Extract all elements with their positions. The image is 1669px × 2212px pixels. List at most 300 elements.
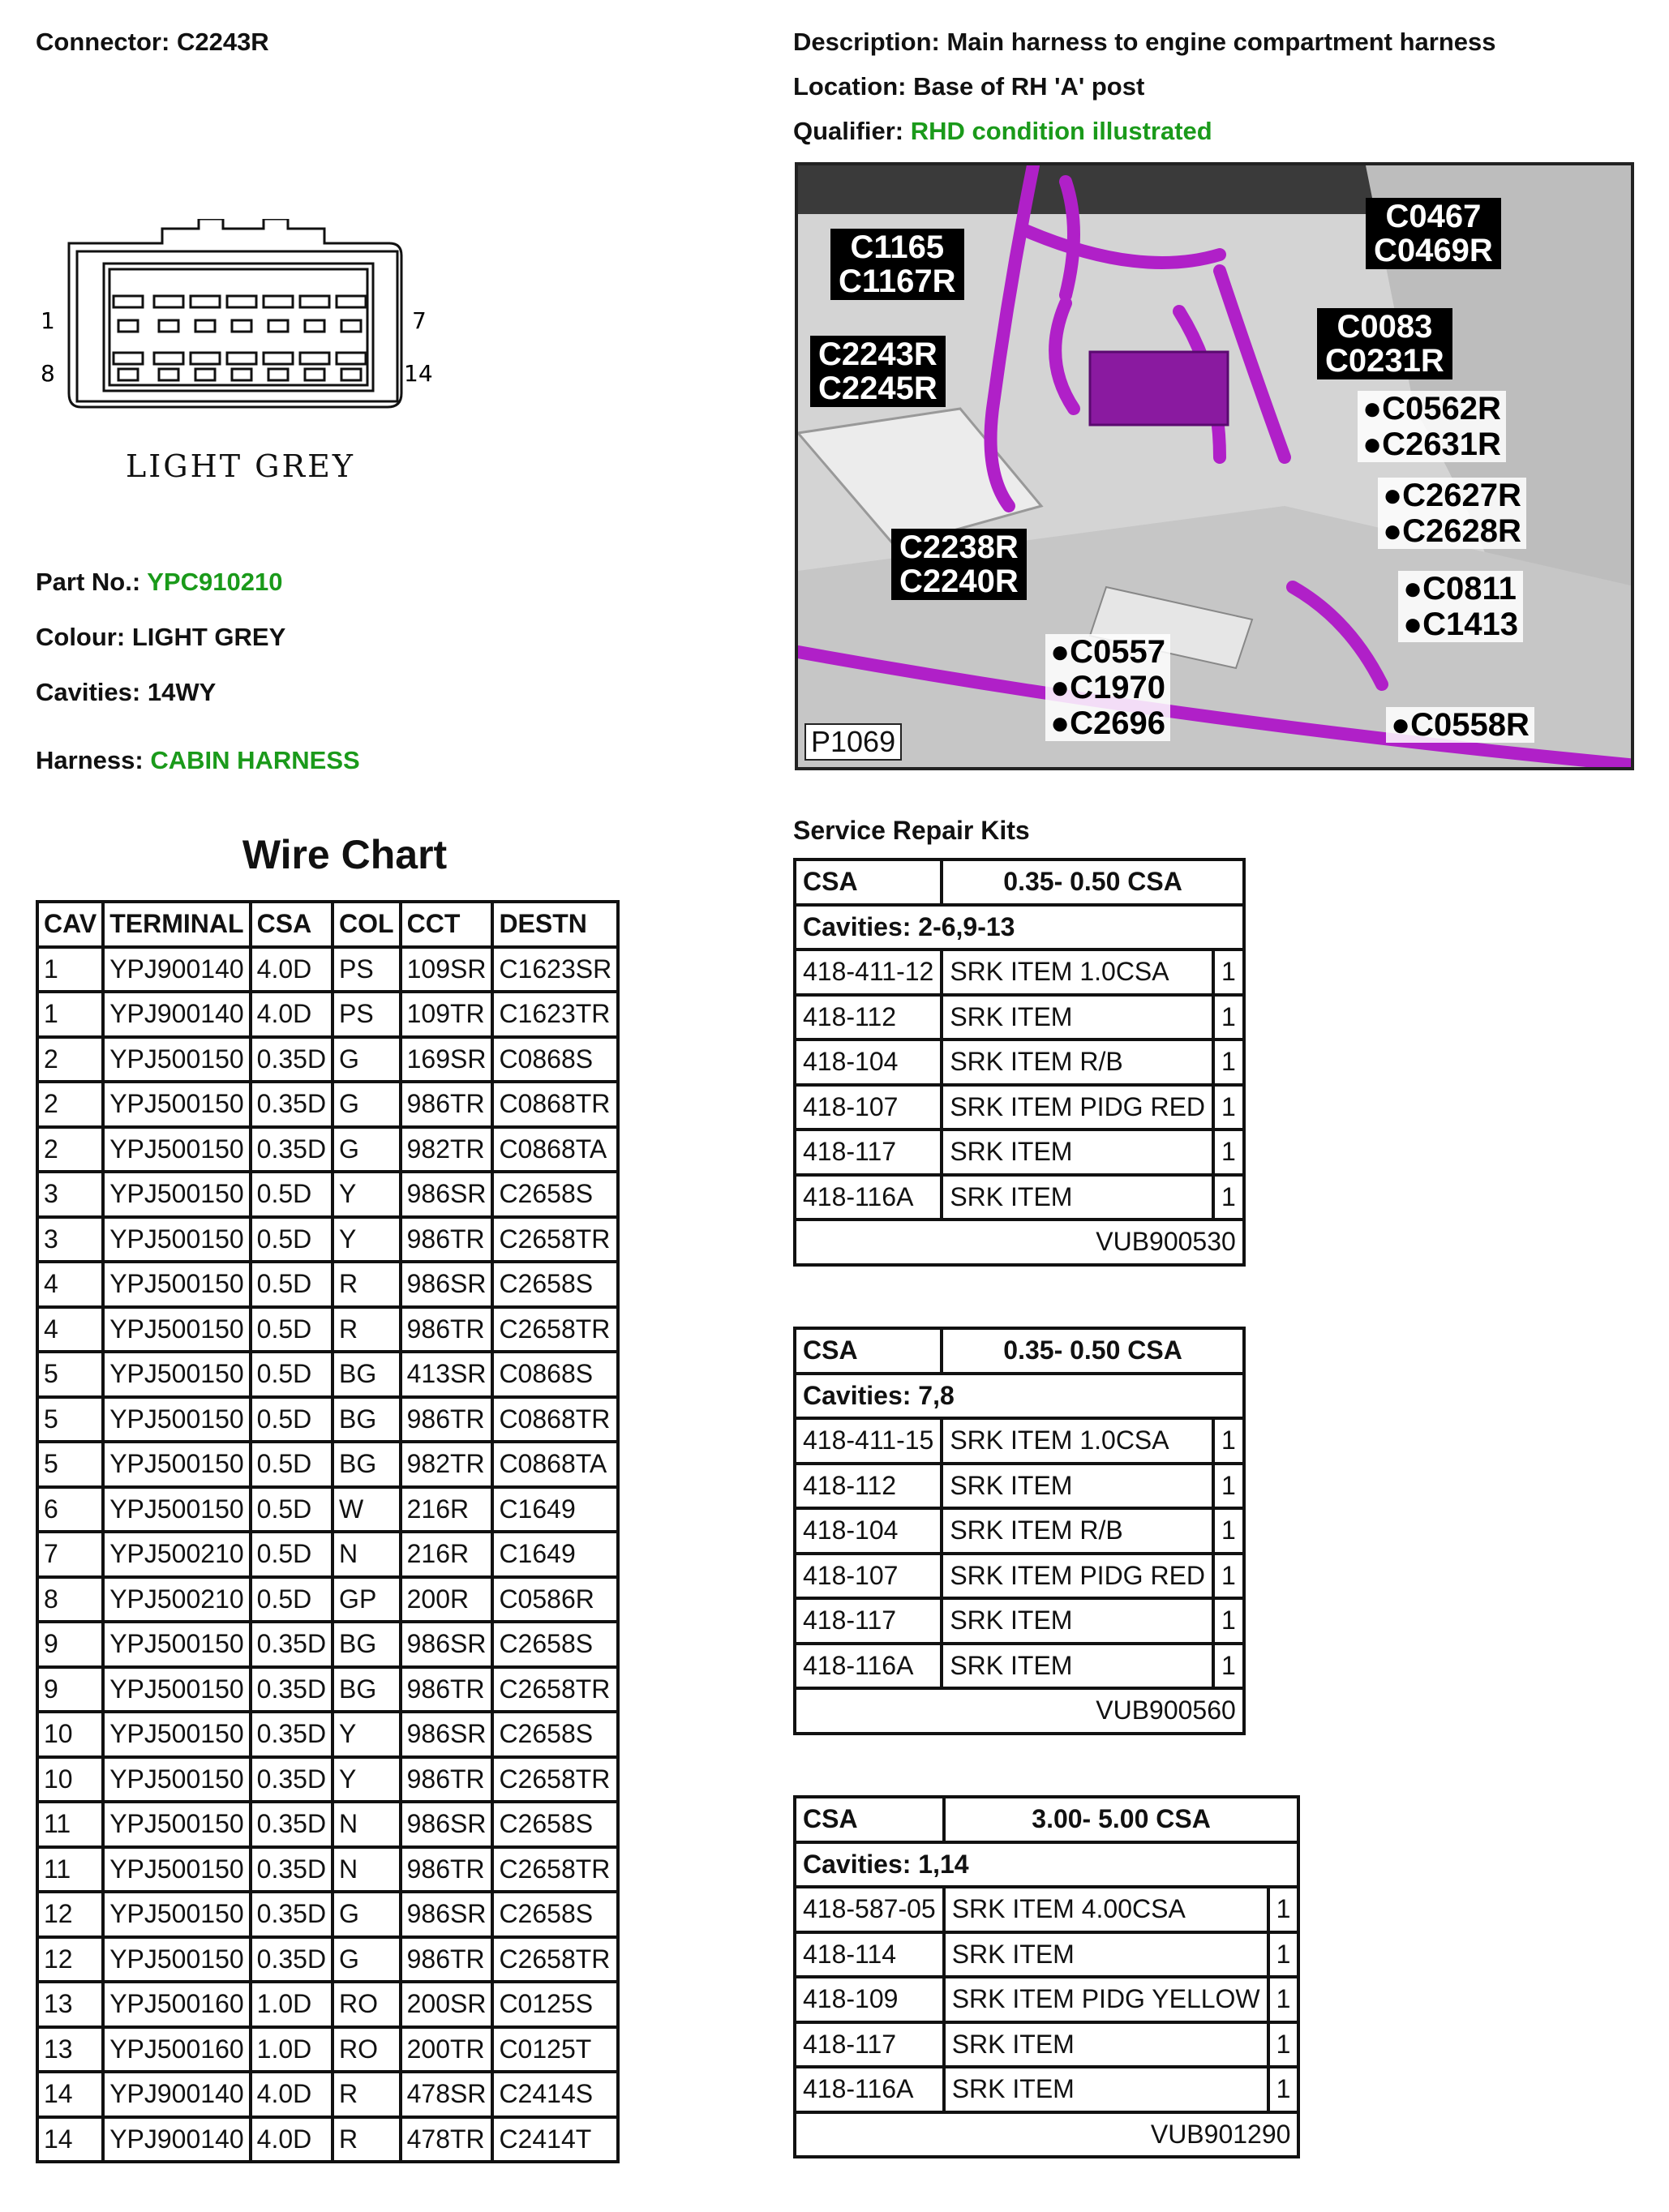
location-photo [795, 162, 1634, 770]
wire-cell-cct: 982TR [401, 1127, 493, 1172]
table-row [37, 1982, 618, 2027]
kit-item-quantity: 1 [1268, 1932, 1299, 1978]
wire-cell-destn: C0868S [492, 1352, 618, 1397]
wire-cell-csa: 0.35D [251, 1037, 333, 1082]
wire-cell-csa: 4.0D [251, 947, 333, 992]
kit-csa-label: CSA [795, 1797, 944, 1842]
wire-cell-csa: 0.35D [251, 1082, 333, 1127]
qualifier-line [793, 117, 1212, 146]
connector-colour-caption: LIGHT GREY [126, 448, 355, 484]
callout-c0467-line2: C0469R [1374, 233, 1493, 268]
repair-kit-table [793, 1795, 1300, 2158]
wire-cell-cct: 986TR [401, 1937, 493, 1983]
kit-part-number: 418-411-12 [795, 950, 942, 995]
connector-face-diagram [32, 219, 454, 438]
wire-cell-csa: 0.5D [251, 1442, 333, 1487]
kit-item-description: SRK ITEM [944, 2067, 1268, 2112]
kit-part-number: 418-104 [795, 1040, 942, 1085]
wire-cell-cav: 12 [37, 1892, 103, 1937]
table-row [37, 1397, 618, 1443]
kit-part-number: 418-107 [795, 1085, 942, 1130]
kit-ref-row [795, 1220, 1244, 1265]
wire-cell-csa: 0.5D [251, 1577, 333, 1623]
wire-cell-terminal: YPJ500150 [103, 1397, 250, 1443]
wire-cell-col: PS [333, 947, 401, 992]
wire-cell-destn: C1623TR [492, 992, 618, 1037]
wire-cell-terminal: YPJ900140 [103, 2072, 250, 2117]
kit-csa-value: 0.35- 0.50 CSA [942, 1328, 1244, 1374]
table-row [37, 1937, 618, 1983]
wire-cell-terminal: YPJ500150 [103, 1487, 250, 1533]
wire-cell-terminal: YPJ500150 [103, 1622, 250, 1667]
kit-part-number: 418-109 [795, 1977, 944, 2022]
wire-col-header-col: COL [333, 902, 401, 947]
kit-item-quantity: 1 [1213, 995, 1244, 1040]
kit-item-quantity: 1 [1213, 950, 1244, 995]
wire-cell-csa: 0.5D [251, 1172, 333, 1217]
wire-cell-destn: C0868TR [492, 1082, 618, 1127]
kit-part-number: 418-116A [795, 1644, 942, 1689]
callout-c0558r-line1: C0558R [1410, 707, 1530, 743]
wire-cell-csa: 0.35D [251, 1937, 333, 1983]
kit-reference: VUB900560 [795, 1688, 1244, 1734]
kit-item-quantity: 1 [1268, 1887, 1299, 1932]
wire-cell-destn: C0586R [492, 1577, 618, 1623]
wire-cell-cct: 986TR [401, 1757, 493, 1803]
wire-cell-csa: 0.5D [251, 1307, 333, 1352]
wire-col-header-cct: CCT [401, 902, 493, 947]
kit-item-description: SRK ITEM 1.0CSA [942, 950, 1213, 995]
part-no-line [36, 568, 282, 597]
wire-cell-col: R [333, 1307, 401, 1352]
wire-cell-cct: 982TR [401, 1442, 493, 1487]
wire-cell-terminal: YPJ500150 [103, 1217, 250, 1262]
kit-item-quantity: 1 [1213, 1598, 1244, 1644]
kit-item-quantity: 1 [1213, 1418, 1244, 1464]
location-value: Base of RH 'A' post [913, 72, 1145, 101]
wire-cell-destn: C0868S [492, 1037, 618, 1082]
wire-cell-cav: 13 [37, 2027, 103, 2073]
wire-cell-terminal: YPJ500150 [103, 1262, 250, 1307]
kit-part-number: 418-116A [795, 1175, 942, 1220]
connector-block-shape [1090, 352, 1228, 425]
table-row [37, 1757, 618, 1803]
kit-csa-row [795, 860, 1244, 905]
harness-label: Harness: [36, 746, 144, 774]
wire-cell-cav: 4 [37, 1307, 103, 1352]
wire-cell-cct: 986SR [401, 1892, 493, 1937]
wire-chart-header-row [37, 902, 618, 947]
wire-cell-terminal: YPJ500150 [103, 1847, 250, 1893]
wire-cell-col: N [333, 1847, 401, 1893]
table-row [37, 2027, 618, 2073]
wire-cell-cct: 109TR [401, 992, 493, 1037]
wire-col-header-cav: CAV [37, 902, 103, 947]
callout-c0557-line3: C2696 [1070, 705, 1166, 741]
wire-cell-cct: 169SR [401, 1037, 493, 1082]
part-no-value: YPC910210 [147, 568, 283, 596]
wire-cell-terminal: YPJ500150 [103, 1802, 250, 1847]
wire-cell-cav: 2 [37, 1127, 103, 1172]
wire-cell-terminal: YPJ500160 [103, 1982, 250, 2027]
wire-col-header-csa: CSA [251, 902, 333, 947]
wire-cell-cav: 12 [37, 1937, 103, 1983]
callout-c2627r: ●C2627R ●C2628R [1378, 478, 1526, 549]
table-row [37, 1622, 618, 1667]
callout-c2627r-line1: C2627R [1402, 478, 1521, 513]
kit-ref-row [795, 2112, 1298, 2158]
wire-cell-col: G [333, 1892, 401, 1937]
wire-cell-cav: 5 [37, 1442, 103, 1487]
wire-cell-col: Y [333, 1712, 401, 1757]
wire-cell-cct: 478TR [401, 2117, 493, 2163]
table-row [37, 1307, 618, 1352]
callout-c0557: ●C0557 ●C1970 ●C2696 [1045, 634, 1170, 741]
table-row [795, 1464, 1244, 1509]
connector-label: Connector: [36, 28, 170, 56]
wire-cell-cav: 10 [37, 1712, 103, 1757]
wire-cell-cct: 200R [401, 1577, 493, 1623]
wire-cell-cct: 478SR [401, 2072, 493, 2117]
table-row [795, 1932, 1298, 1978]
harness-value: CABIN HARNESS [150, 746, 360, 774]
wire-cell-col: PS [333, 992, 401, 1037]
table-row [37, 1127, 618, 1172]
kit-item-description: SRK ITEM [942, 1598, 1213, 1644]
kit-part-number: 418-117 [795, 1130, 942, 1175]
callout-c0083-line1: C0083 [1336, 309, 1433, 345]
kit-item-quantity: 1 [1213, 1130, 1244, 1175]
kit-item-quantity: 1 [1213, 1464, 1244, 1509]
wire-cell-destn: C2658S [492, 1262, 618, 1307]
kit-csa-value: 3.00- 5.00 CSA [944, 1797, 1299, 1842]
wire-cell-destn: C0868TA [492, 1442, 618, 1487]
kit-item-quantity: 1 [1213, 1175, 1244, 1220]
wire-cell-cav: 14 [37, 2117, 103, 2163]
kit-item-quantity: 1 [1268, 2022, 1299, 2068]
wire-cell-col: BG [333, 1352, 401, 1397]
kit-item-description: SRK ITEM R/B [942, 1508, 1213, 1554]
wire-cell-cct: 986TR [401, 1307, 493, 1352]
wire-cell-terminal: YPJ500210 [103, 1532, 250, 1577]
kit-part-number: 418-587-05 [795, 1887, 944, 1932]
kit-part-number: 418-112 [795, 995, 942, 1040]
wire-cell-csa: 0.35D [251, 1892, 333, 1937]
wire-cell-destn: C1649 [492, 1532, 618, 1577]
kit-cavities: Cavities: 2-6,9-13 [795, 905, 1244, 950]
kit-csa-row [795, 1328, 1244, 1374]
table-row [795, 1130, 1244, 1175]
kit-part-number: 418-107 [795, 1554, 942, 1599]
cavities-label: Cavities: [36, 678, 141, 706]
wire-cell-col: G [333, 1082, 401, 1127]
kit-cavities-row [795, 1842, 1298, 1888]
wire-cell-col: N [333, 1802, 401, 1847]
kit-item-description: SRK ITEM R/B [942, 1040, 1213, 1085]
kit-item-description: SRK ITEM [942, 995, 1213, 1040]
wire-cell-cct: 986TR [401, 1082, 493, 1127]
wire-col-header-terminal: TERMINAL [103, 902, 250, 947]
table-row [37, 1442, 618, 1487]
wire-cell-csa: 0.35D [251, 1802, 333, 1847]
table-row [37, 1847, 618, 1893]
wire-cell-col: RO [333, 1982, 401, 2027]
kit-cavities: Cavities: 7,8 [795, 1374, 1244, 1419]
wire-cell-cct: 986TR [401, 1847, 493, 1893]
wire-cell-col: Y [333, 1172, 401, 1217]
kit-part-number: 418-104 [795, 1508, 942, 1554]
wire-cell-col: BG [333, 1397, 401, 1443]
wire-cell-cct: 986SR [401, 1622, 493, 1667]
description-value: Main harness to engine compartment harness [946, 28, 1496, 56]
table-row [37, 1217, 618, 1262]
wire-cell-cav: 14 [37, 2072, 103, 2117]
table-row [37, 1802, 618, 1847]
wire-cell-cct: 216R [401, 1532, 493, 1577]
callout-c2238r [891, 529, 1027, 600]
wire-cell-destn: C2414T [492, 2117, 618, 2163]
wire-cell-col: BG [333, 1442, 401, 1487]
wire-cell-cav: 5 [37, 1352, 103, 1397]
wire-cell-destn: C2658TR [492, 1847, 618, 1893]
wire-cell-destn: C2658S [492, 1892, 618, 1937]
wire-cell-csa: 0.35D [251, 1667, 333, 1713]
wire-cell-col: R [333, 2072, 401, 2117]
table-row [795, 1644, 1244, 1689]
wire-cell-csa: 0.5D [251, 1487, 333, 1533]
wire-cell-col: GP [333, 1577, 401, 1623]
table-row [37, 1172, 618, 1217]
table-row [37, 1577, 618, 1623]
kit-item-description: SRK ITEM [942, 1644, 1213, 1689]
table-row [795, 1085, 1244, 1130]
kit-cavities-row [795, 905, 1244, 950]
kit-part-number: 418-411-15 [795, 1418, 942, 1464]
kit-csa-row [795, 1797, 1298, 1842]
kit-item-description: SRK ITEM [942, 1130, 1213, 1175]
wire-cell-destn: C2658S [492, 1802, 618, 1847]
table-row [795, 2022, 1298, 2068]
callout-c2243r [810, 336, 946, 407]
kit-reference: VUB901290 [795, 2112, 1298, 2158]
callout-c0557-line1: C0557 [1070, 634, 1166, 670]
kit-ref-row [795, 1688, 1244, 1734]
kit-item-quantity: 1 [1268, 1977, 1299, 2022]
pin-label-7: 7 [412, 307, 427, 334]
wire-cell-cct: 986SR [401, 1712, 493, 1757]
cavities-value: 14WY [147, 678, 217, 706]
wire-cell-terminal: YPJ500150 [103, 1712, 250, 1757]
wire-cell-csa: 0.5D [251, 1262, 333, 1307]
wire-cell-cav: 6 [37, 1487, 103, 1533]
callout-c0562r: ●C0562R ●C2631R [1358, 391, 1506, 462]
wire-cell-col: G [333, 1127, 401, 1172]
wire-cell-terminal: YPJ500150 [103, 1757, 250, 1803]
wire-cell-csa: 0.35D [251, 1622, 333, 1667]
table-row [37, 1892, 618, 1937]
wire-cell-destn: C2658S [492, 1712, 618, 1757]
wire-cell-destn: C2658TR [492, 1307, 618, 1352]
table-row [795, 1418, 1244, 1464]
kit-item-description: SRK ITEM PIDG RED [942, 1085, 1213, 1130]
wire-cell-terminal: YPJ500150 [103, 1442, 250, 1487]
wire-cell-col: R [333, 1262, 401, 1307]
wire-cell-cct: 413SR [401, 1352, 493, 1397]
location-label: Location: [793, 72, 907, 101]
wire-cell-col: W [333, 1487, 401, 1533]
wire-cell-csa: 1.0D [251, 2027, 333, 2073]
wire-cell-csa: 0.35D [251, 1757, 333, 1803]
kit-item-description: SRK ITEM [942, 1175, 1213, 1220]
kit-csa-label: CSA [795, 860, 942, 905]
wire-cell-csa: 4.0D [251, 992, 333, 1037]
pin-label-1: 1 [41, 307, 55, 334]
callout-c0558r: ●C0558R [1386, 707, 1534, 743]
wire-cell-cct: 216R [401, 1487, 493, 1533]
wire-cell-cav: 9 [37, 1622, 103, 1667]
kit-csa-label: CSA [795, 1328, 942, 1374]
table-row [795, 1175, 1244, 1220]
kit-part-number: 418-116A [795, 2067, 944, 2112]
table-row [37, 992, 618, 1037]
wire-cell-cct: 986TR [401, 1217, 493, 1262]
wire-cell-terminal: YPJ500210 [103, 1577, 250, 1623]
wire-cell-csa: 0.35D [251, 1847, 333, 1893]
wire-cell-cav: 5 [37, 1397, 103, 1443]
table-row [37, 1352, 618, 1397]
kit-item-description: SRK ITEM PIDG RED [942, 1554, 1213, 1599]
table-row [795, 1977, 1298, 2022]
wire-cell-destn: C1649 [492, 1487, 618, 1533]
wire-cell-cav: 8 [37, 1577, 103, 1623]
wire-cell-cct: 200TR [401, 2027, 493, 2073]
table-row [795, 1554, 1244, 1599]
callout-c0557-line2: C1970 [1070, 670, 1166, 705]
wire-cell-terminal: YPJ900140 [103, 992, 250, 1037]
table-row [37, 1487, 618, 1533]
wire-cell-terminal: YPJ500150 [103, 1082, 250, 1127]
wire-chart-table [36, 900, 620, 2163]
wire-cell-destn: C2658TR [492, 1937, 618, 1983]
table-row [795, 950, 1244, 995]
wire-cell-terminal: YPJ900140 [103, 947, 250, 992]
wire-cell-cav: 10 [37, 1757, 103, 1803]
callout-c0467 [1366, 198, 1501, 269]
wire-cell-terminal: YPJ500150 [103, 1037, 250, 1082]
wire-cell-terminal: YPJ500150 [103, 1667, 250, 1713]
wire-cell-cav: 7 [37, 1532, 103, 1577]
kit-item-quantity: 1 [1213, 1644, 1244, 1689]
wire-cell-cct: 200SR [401, 1982, 493, 2027]
callout-c2627r-line2: C2628R [1402, 513, 1521, 549]
wire-cell-col: Y [333, 1217, 401, 1262]
wire-cell-cct: 986SR [401, 1262, 493, 1307]
wire-cell-cct: 986TR [401, 1397, 493, 1443]
wire-cell-csa: 0.5D [251, 1532, 333, 1577]
table-row [37, 947, 618, 992]
kit-item-description: SRK ITEM [942, 1464, 1213, 1509]
wire-cell-cav: 4 [37, 1262, 103, 1307]
callout-c1165 [830, 229, 964, 300]
cavities-line [36, 678, 216, 707]
kit-item-quantity: 1 [1213, 1085, 1244, 1130]
callout-c1165-line2: C1167R [839, 264, 956, 299]
wire-cell-terminal: YPJ500150 [103, 1307, 250, 1352]
callout-c0083 [1317, 308, 1452, 379]
location-line [793, 72, 1144, 101]
wire-cell-cct: 109SR [401, 947, 493, 992]
kit-cavities: Cavities: 1,14 [795, 1842, 1298, 1888]
kit-item-quantity: 1 [1213, 1040, 1244, 1085]
kit-cavities-row [795, 1374, 1244, 1419]
wire-cell-csa: 4.0D [251, 2117, 333, 2163]
wire-cell-cav: 3 [37, 1172, 103, 1217]
photo-code: P1069 [804, 723, 902, 761]
wire-cell-csa: 0.5D [251, 1217, 333, 1262]
wire-cell-terminal: YPJ500150 [103, 1172, 250, 1217]
callout-c0811-line1: C0811 [1422, 571, 1517, 607]
wire-cell-cct: 986SR [401, 1172, 493, 1217]
kit-part-number: 418-117 [795, 2022, 944, 2068]
wire-cell-csa: 0.35D [251, 1712, 333, 1757]
callout-c2238r-line2: C2240R [899, 564, 1019, 599]
repair-kit-table [793, 1327, 1246, 1735]
kit-item-quantity: 1 [1213, 1554, 1244, 1599]
kit-item-quantity: 1 [1268, 2067, 1299, 2112]
wire-cell-terminal: YPJ500150 [103, 1937, 250, 1983]
qualifier-label: Qualifier: [793, 117, 904, 145]
wire-cell-terminal: YPJ500150 [103, 1352, 250, 1397]
kit-part-number: 418-114 [795, 1932, 944, 1978]
wire-cell-destn: C0125T [492, 2027, 618, 2073]
table-row [37, 2072, 618, 2117]
connector-heading [36, 28, 269, 57]
pin-row-top [114, 296, 366, 332]
wire-cell-destn: C2658TR [492, 1667, 618, 1713]
table-row [37, 1667, 618, 1713]
wire-cell-destn: C0125S [492, 1982, 618, 2027]
wire-cell-cav: 3 [37, 1217, 103, 1262]
wire-cell-cav: 1 [37, 992, 103, 1037]
wire-cell-destn: C0868TR [492, 1397, 618, 1443]
table-row [37, 2117, 618, 2163]
wire-cell-csa: 1.0D [251, 1982, 333, 2027]
wire-cell-cav: 11 [37, 1847, 103, 1893]
wire-cell-destn: C2658TR [492, 1757, 618, 1803]
wire-cell-terminal: YPJ500150 [103, 1892, 250, 1937]
repair-kit-table [793, 858, 1246, 1267]
wire-cell-terminal: YPJ900140 [103, 2117, 250, 2163]
wire-cell-destn: C2658S [492, 1622, 618, 1667]
wire-cell-col: RO [333, 2027, 401, 2073]
colour-value: LIGHT GREY [131, 623, 286, 651]
wire-cell-terminal: YPJ500160 [103, 2027, 250, 2073]
table-row [37, 1532, 618, 1577]
wire-cell-cav: 2 [37, 1082, 103, 1127]
kit-part-number: 418-112 [795, 1464, 942, 1509]
table-row [795, 1508, 1244, 1554]
repair-kits-title: Service Repair Kits [793, 816, 1030, 845]
callout-c0811: ●C0811 ●C1413 [1398, 571, 1523, 642]
table-row [795, 1887, 1298, 1932]
callout-c2238r-line1: C2238R [899, 529, 1019, 565]
table-row [37, 1037, 618, 1082]
pin-label-14: 14 [404, 360, 433, 387]
colour-line [36, 623, 285, 652]
pin-label-8: 8 [41, 360, 55, 387]
wire-cell-csa: 4.0D [251, 2072, 333, 2117]
kit-item-description: SRK ITEM [944, 1932, 1268, 1978]
